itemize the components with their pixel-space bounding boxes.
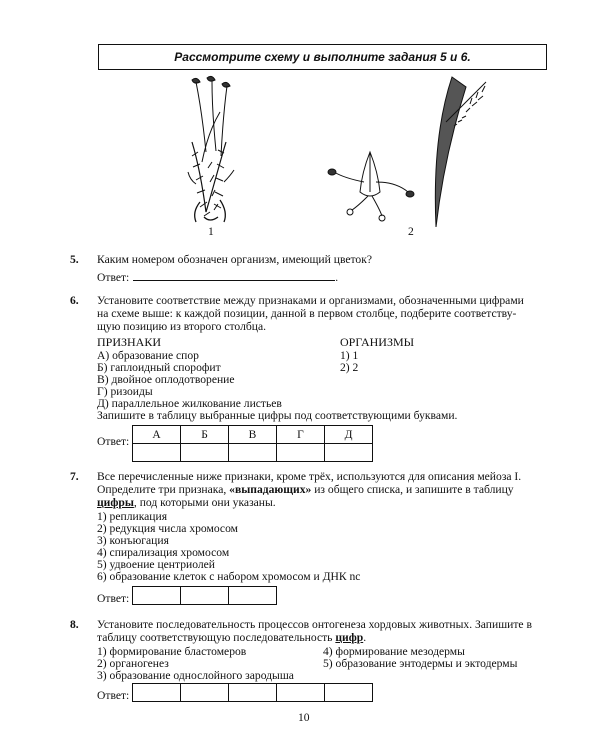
list-item: 1) репликация bbox=[97, 510, 168, 523]
letter-cell: Б bbox=[181, 426, 229, 444]
page-number: 10 bbox=[298, 711, 310, 724]
list-item: 2) редукция числа хромосом bbox=[97, 522, 238, 535]
question-7-line-2: Определите три признака, «выпадающих» из общего списка, и запишите в таблицу bbox=[97, 483, 514, 496]
organism-item: 1) 1 bbox=[340, 349, 359, 362]
answer-cell[interactable] bbox=[229, 587, 277, 605]
feature-item: А) образование спор bbox=[97, 349, 199, 362]
feature-item: В) двойное оплодотворение bbox=[97, 373, 235, 386]
question-7-line-3: цифры, под которыми они указаны. bbox=[97, 496, 276, 509]
answer-cell[interactable] bbox=[133, 684, 181, 702]
instruction-text: Рассмотрите схему и выполните задания 5 и 6. bbox=[174, 50, 471, 64]
figure-label-2: 2 bbox=[408, 225, 414, 238]
list-item: 6) образование клеток с набором хромосом и ДНК nc bbox=[97, 570, 361, 583]
answer-label: Ответ: bbox=[97, 271, 130, 284]
moss-illustration bbox=[188, 76, 234, 222]
answer-cell[interactable] bbox=[229, 444, 277, 462]
answer-label: Ответ: bbox=[97, 435, 130, 448]
features-header: ПРИЗНАКИ bbox=[97, 335, 162, 349]
list-item: 4) формирование мезодермы bbox=[323, 645, 465, 658]
question-5-answer: Ответ: . bbox=[97, 271, 339, 284]
question-6-line-3: щую позицию из второго столбца. bbox=[97, 320, 267, 333]
list-item: 5) образование энтодермы и эктодермы bbox=[323, 657, 518, 670]
answer-cell[interactable] bbox=[325, 684, 373, 702]
organism-item: 2) 2 bbox=[340, 361, 359, 374]
cereal-illustration bbox=[435, 77, 486, 227]
answer-table-8 bbox=[132, 683, 373, 702]
question-5-number: 5. bbox=[70, 253, 79, 266]
question-8-number: 8. bbox=[70, 618, 79, 631]
organisms-header: ОРГАНИЗМЫ bbox=[340, 335, 415, 349]
letter-cell: Д bbox=[325, 426, 373, 444]
answer-cell[interactable] bbox=[181, 444, 229, 462]
answer-cell[interactable] bbox=[181, 587, 229, 605]
flower-illustration bbox=[328, 152, 414, 221]
letter-cell: В bbox=[229, 426, 277, 444]
question-6-instruction: Запишите в таблицу выбранные цифры под соответствующими буквами. bbox=[97, 409, 458, 422]
plants-figure bbox=[170, 72, 500, 242]
list-item: 5) удвоение центриолей bbox=[97, 558, 215, 571]
answer-cell[interactable] bbox=[181, 684, 229, 702]
answer-cell[interactable] bbox=[325, 444, 373, 462]
question-7-number: 7. bbox=[70, 470, 79, 483]
answer-label: Ответ: bbox=[97, 592, 130, 605]
list-item: 2) органогенез bbox=[97, 657, 169, 670]
question-8-line-2: таблицу соответствующую последовательность цифр. bbox=[97, 631, 367, 644]
answer-cell[interactable] bbox=[133, 587, 181, 605]
list-item: 1) формирование бластомеров bbox=[97, 645, 247, 658]
question-6-line-1: Установите соответствие между признаками и организмами, обозначенными цифрами bbox=[97, 294, 524, 307]
list-item: 3) конъюгация bbox=[97, 534, 169, 547]
list-item: 3) образование однослойного зародыша bbox=[97, 669, 294, 682]
feature-item: Б) гаплоидный спорофит bbox=[97, 361, 221, 374]
answer-field-5[interactable] bbox=[133, 270, 335, 281]
list-item: 4) спирализация хромосом bbox=[97, 546, 230, 559]
answer-table-7 bbox=[132, 586, 277, 605]
question-5-text: Каким номером обозначен организм, имеющий цветок? bbox=[97, 253, 372, 266]
letter-cell: Г bbox=[277, 426, 325, 444]
answer-cell[interactable] bbox=[277, 684, 325, 702]
answer-cell[interactable] bbox=[229, 684, 277, 702]
answer-label: Ответ: bbox=[97, 689, 130, 702]
question-6-number: 6. bbox=[70, 294, 79, 307]
feature-item: Г) ризоиды bbox=[97, 385, 153, 398]
question-8-line-1: Установите последовательность процессов онтогенеза хордовых животных. Запишите в bbox=[97, 618, 532, 631]
question-6-line-2: на схеме выше: к каждой позиции, данной в первом столбце, подберите соответству- bbox=[97, 307, 517, 320]
letter-cell: А bbox=[133, 426, 181, 444]
feature-item: Д) параллельное жилкование листьев bbox=[97, 397, 282, 410]
figure-label-1: 1 bbox=[208, 225, 214, 238]
answer-cell[interactable] bbox=[133, 444, 181, 462]
instruction-box bbox=[98, 44, 547, 70]
question-7-line-1: Все перечисленные ниже признаки, кроме трёх, используются для описания мейоза I. bbox=[97, 470, 522, 483]
answer-cell[interactable] bbox=[277, 444, 325, 462]
answer-table-6 bbox=[132, 425, 373, 462]
